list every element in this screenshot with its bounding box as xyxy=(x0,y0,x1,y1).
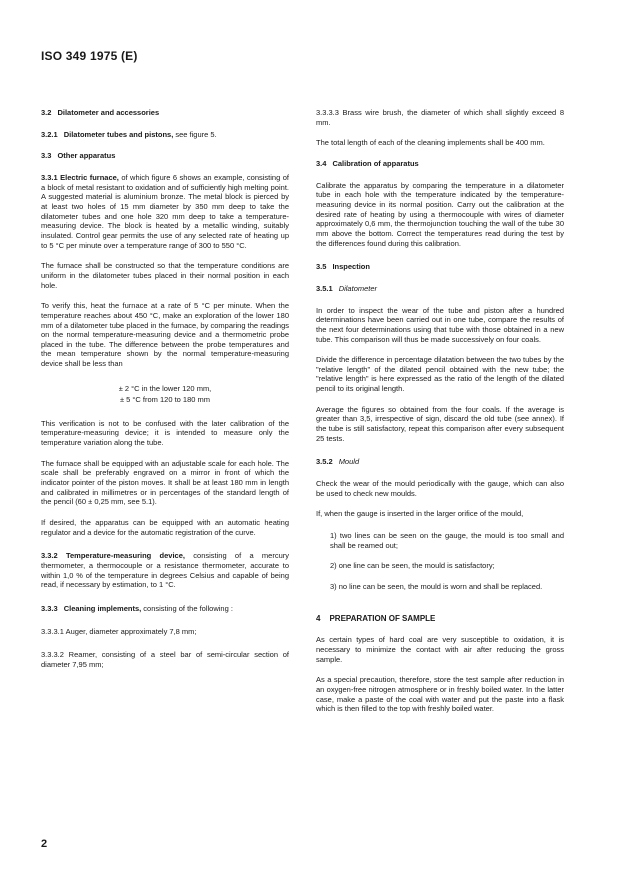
heading-3-3-3 xyxy=(41,604,289,614)
section-number: 3.2.1 xyxy=(41,129,58,139)
document-header: ISO 349 1975 (E) xyxy=(41,49,138,63)
section-number: 3.2 xyxy=(41,108,52,117)
paragraph-calibration-note: This verification is not to be confused with the later calibration of the temperature-measuring device; it is intended to measure only the temperature variation along the tube. xyxy=(41,418,289,448)
paragraph-3-3-2 xyxy=(41,551,289,590)
section-number: 3.4 xyxy=(316,158,327,168)
section-number: 3.5 xyxy=(316,262,327,272)
paragraph-implement-length: The total length of each of the cleaning implements shall be 400 mm. xyxy=(316,138,545,148)
tolerance-lower: ± 2 °C in the lower 120 mm, xyxy=(118,383,212,393)
section-title-rest: see figure 5. xyxy=(173,129,217,139)
paragraph-special-precaution: As a special precaution, therefore, store the test sample after reduction in an oxygen-free nitrogen atmosphere or in freshly boiled water. In the latter case, make a paste of the coal with water and put the paste into a flask which is then filled to the top with freshly boiled water. xyxy=(316,675,564,714)
section-title: Cleaning implements, xyxy=(63,603,142,613)
left-column xyxy=(41,108,289,681)
item-3-3-3-1: 3.3.3.1 Auger, diameter approximately 7,8 mm; xyxy=(41,626,197,636)
list-item: 1) two lines can be seen on the gauge, the mould is too small and shall be reamed out; xyxy=(330,531,564,550)
section-title: Dilatometer tubes and pistons, xyxy=(63,129,174,139)
paragraph-text: consisting of a mercury thermometer, a thermocouple or a resistance thermometer, accurate to within 1,0 % of the temperature in degrees Celsius and capable of being read, if necessary by estimation, to 1 °C. xyxy=(41,551,289,590)
paragraph-gauge-inserted: If, when the gauge is inserted in the larger orifice of the mould, xyxy=(316,509,524,519)
paragraph-divide: Divide the difference in percentage dilatation between the two tubes by the "relative length" of the dilated pencil obtained with the new tube; the "relative length" is here expressed as the ratio of the length of the dilated pencil to its original length. xyxy=(316,355,564,394)
paragraph-scale: The furnace shall be equipped with an adjustable scale for each hole. The scale shall be preferably engraved on a mirror in front of which the indicator pointer of the piston moves. It shall be at least 180 mm in length and calibrated in millimetres or in percentages of the standard length of the pencil (60 ± 0,25 mm, see 5.1). xyxy=(41,458,289,507)
paragraph-lead: 3.3.2 Temperature-measuring device, xyxy=(41,551,185,561)
list-item: 3) no line can be seen, the mould is worn and shall be replaced. xyxy=(330,582,543,591)
heading-3-4 xyxy=(316,159,564,169)
section-title: Dilatometer xyxy=(338,283,378,293)
paragraph-hard-coal: As certain types of hard coal are very susceptible to oxidation, it is necessary to minimize the contact with air after reducing the gross sample. xyxy=(316,635,564,664)
section-title: Mould xyxy=(338,457,360,467)
section-title: PREPARATION OF SAMPLE xyxy=(329,613,436,623)
paragraph-verify: To verify this, heat the furnace at a rate of 5 °C per minute. When the temperature reaches about 450 °C, make an exploration of the lower 180 mm of a dilatometer tube placed in the furnace, by comparing the readings on the normal temperature-measuring device and a thermometric probe placed in the tube. The difference between the probe temperatures and the mean temperature shown by the normal temperature-measuring device shall be less than xyxy=(41,301,289,369)
section-number: 3.3 xyxy=(41,151,52,161)
section-title-rest: consisting of the following : xyxy=(141,603,233,613)
paragraph-text: of which figure 6 shows an example, consisting of a block of metal resistant to oxidation and of sufficiently high melting point. A suggested material is aluminium bronze. The metal block is pierced by at least two holes of 15 mm diameter by 350 mm deep to take the dilatometer tubes and one hole 320 mm deep to take a temperature-measuring device. The block is heated by a metallic winding, suitably insulated. Control gear permits the use of any selected rate of heating up to 5 °C per minute over a temperature range of 300 to 550 °C. xyxy=(41,172,289,250)
tolerance-upper: ± 5 °C from 120 to 180 mm xyxy=(119,394,211,404)
paragraph-inspect: In order to inspect the wear of the tube and piston after a hundred determinations have been carried out in one tube, compare the results of the next four determinations using that tube with those obtained in a new tube. This comparison will thus be made successively on four coals. xyxy=(316,305,564,344)
heading-3-5-2 xyxy=(316,457,564,467)
paragraph-3-3-1 xyxy=(41,173,289,250)
paragraph-uniform: The furnace shall be constructed so that the temperature conditions are uniform in the dilatometer tubes placed in their normal position in each hole. xyxy=(41,261,289,290)
section-number: 3.5.1 xyxy=(316,283,333,293)
heading-4 xyxy=(316,614,564,624)
section-number: 3.3.3 xyxy=(41,603,58,613)
paragraph-lead: 3.3.1 Electric furnace, xyxy=(41,172,119,182)
item-3-3-3-3: 3.3.3.3 Brass wire brush, the diameter of which shall slightly exceed 8 mm. xyxy=(316,108,564,127)
heading-3-5 xyxy=(316,262,564,272)
heading-3-2-1 xyxy=(41,130,289,140)
section-title: Other apparatus xyxy=(57,151,116,161)
paragraph-calibrate: Calibrate the apparatus by comparing the temperature in a dilatometer tube in each hole with the temperature indicated by the temperature-measuring device in its normal position. Carry out the calibration at the desired rate of heating by using a thermocouple with wires of diameter approximately 0,6 mm, the thermojunction touching the wall of the tube 30 mm above the bottom. Correct the temperatures read during the test by the differences found during this calibration. xyxy=(316,180,564,248)
list-item: 2) one line can be seen, the mould is satisfactory; xyxy=(330,561,495,571)
paragraph-check-mould: Check the wear of the mould periodically with the gauge, which can also be used to check new moulds. xyxy=(316,479,564,498)
section-title: Calibration of apparatus xyxy=(332,158,419,168)
heading-3-5-1 xyxy=(316,284,564,294)
paragraph-average: Average the figures so obtained from the four coals. If the average is greater than 3,5, irrespective of sign, discard the old tube (see annex). If the tube is still satisfactory, repeat this comparison after every subsequent 25 tests. xyxy=(316,404,564,443)
section-number: 4 xyxy=(316,613,321,623)
section-title: Inspection xyxy=(332,262,370,272)
heading-3-2 xyxy=(41,108,289,118)
tolerance-list xyxy=(41,383,289,405)
heading-3-3 xyxy=(41,151,289,161)
section-title: Dilatometer and accessories xyxy=(57,108,160,117)
item-3-3-3-2: 3.3.3.2 Reamer, consisting of a steel bar of semi-circular section of diameter 7,95 mm; xyxy=(41,650,289,669)
right-column xyxy=(316,108,564,725)
paragraph-automatic: If desired, the apparatus can be equipped with an automatic heating regulator and a device for the automatic registration of the curve. xyxy=(41,518,289,537)
section-number: 3.5.2 xyxy=(316,457,333,467)
gauge-result-list xyxy=(316,531,564,592)
page-number: 2 xyxy=(41,838,48,850)
